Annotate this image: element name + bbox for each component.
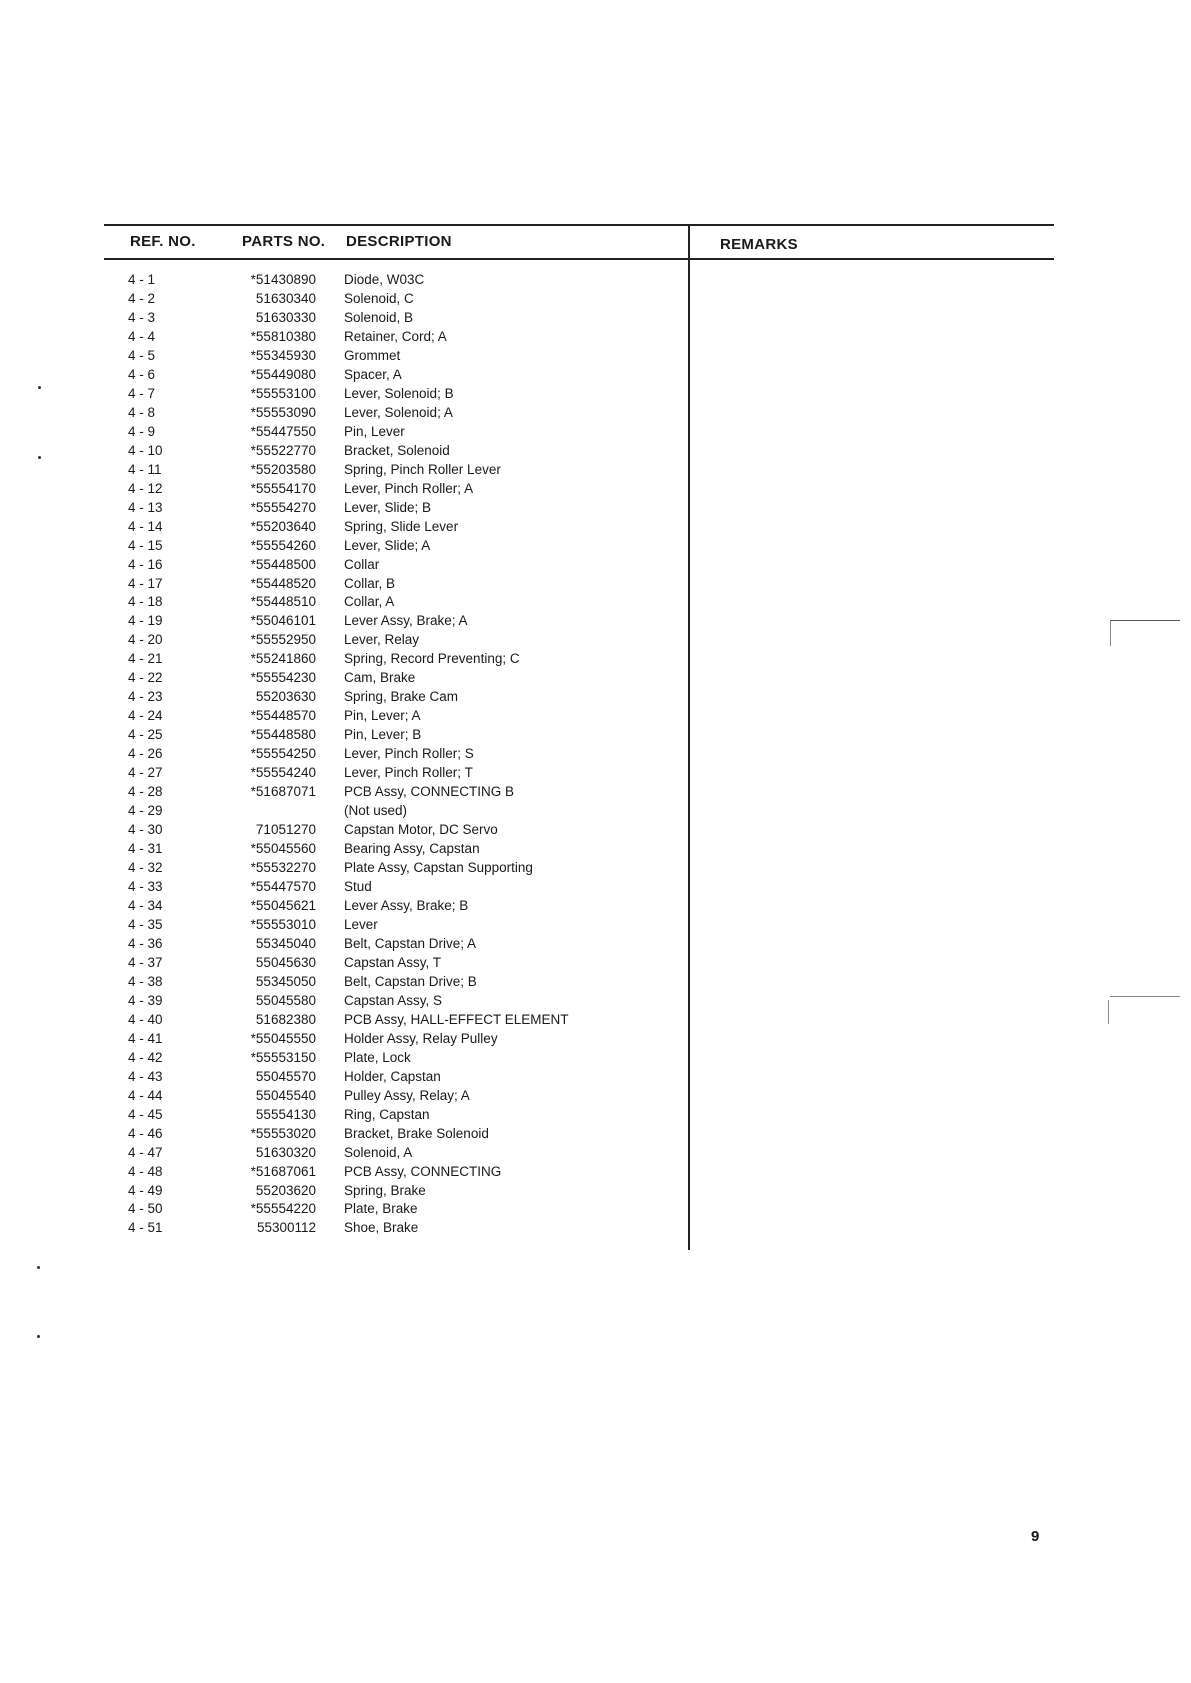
ref-no-cell: 4 - 7 <box>128 385 156 401</box>
description-cell: Holder Assy, Relay Pulley <box>344 1030 498 1046</box>
description-cell: Lever, Solenoid; B <box>344 385 454 401</box>
description-cell: Lever, Pinch Roller; A <box>344 480 474 496</box>
parts-no-cell: *55203580 <box>250 461 316 477</box>
parts-no-cell: 55203630 <box>255 689 316 705</box>
ref-no-cell: 4 - 22 <box>128 670 163 686</box>
ref-no-cell: 4 - 36 <box>128 935 163 951</box>
ref-no-cell: 4 - 8 <box>128 404 156 420</box>
parts-no-cell: *55448520 <box>250 575 316 591</box>
parts-no-cell: *55046101 <box>250 613 316 629</box>
header-remarks: REMARKS <box>720 236 798 253</box>
parts-no-cell: 55045570 <box>255 1068 316 1084</box>
parts-no-cell: *51430890 <box>250 272 316 287</box>
table-row <box>104 992 684 1011</box>
description-cell: Bracket, Brake Solenoid <box>344 1125 489 1141</box>
parts-no-cell: *55810380 <box>250 328 316 344</box>
table-row <box>104 1011 684 1030</box>
table-row <box>104 745 684 764</box>
table-body <box>104 271 684 1238</box>
description-cell: Lever, Pinch Roller; T <box>344 765 473 781</box>
table-row <box>104 612 684 631</box>
parts-no-cell: *55045550 <box>250 1030 316 1046</box>
ref-no-cell: 4 - 23 <box>128 689 163 705</box>
table-row <box>104 404 684 423</box>
table-row <box>104 385 684 404</box>
parts-no-cell: *55553150 <box>250 1049 316 1065</box>
parts-no-cell: *55554250 <box>250 746 316 762</box>
ref-no-cell: 4 - 18 <box>128 594 163 610</box>
description-cell: PCB Assy, CONNECTING <box>344 1163 502 1179</box>
description-cell: Bracket, Solenoid <box>344 442 450 458</box>
parts-no-cell: *55554170 <box>250 480 316 496</box>
table-row <box>104 309 684 328</box>
table-row <box>104 1030 684 1049</box>
parts-no-cell: 55045580 <box>255 992 316 1008</box>
ref-no-cell: 4 - 49 <box>128 1182 163 1198</box>
parts-no-cell: *55449080 <box>250 366 316 382</box>
scan-mark <box>1110 620 1180 621</box>
scan-mark <box>1108 1000 1109 1024</box>
parts-no-cell: *55553090 <box>250 404 316 420</box>
ref-no-cell: 4 - 41 <box>128 1030 163 1046</box>
parts-no-cell: *51687061 <box>250 1163 316 1179</box>
parts-no-cell: 55203620 <box>255 1182 316 1198</box>
ref-no-cell: 4 - 3 <box>128 309 156 325</box>
table-row <box>104 1144 684 1163</box>
parts-no-cell: 51682380 <box>255 1011 316 1027</box>
description-cell: Cam, Brake <box>344 670 416 686</box>
table-row <box>104 593 684 612</box>
scan-dot <box>37 1335 40 1338</box>
parts-no-cell: 55045630 <box>255 954 316 970</box>
description-cell: Spring, Pinch Roller Lever <box>344 461 501 477</box>
parts-no-cell: *55553020 <box>250 1125 316 1141</box>
parts-no-cell: *55554260 <box>250 537 316 553</box>
parts-no-cell: *55241860 <box>250 651 316 667</box>
description-cell: Lever, Slide; B <box>344 499 432 515</box>
description-cell: Solenoid, C <box>344 290 414 306</box>
ref-no-cell: 4 - 1 <box>128 272 156 287</box>
ref-no-cell: 4 - 28 <box>128 784 163 800</box>
ref-no-cell: 4 - 16 <box>128 556 163 572</box>
description-cell: Spring, Slide Lever <box>344 518 459 534</box>
parts-no-cell: *55553100 <box>250 385 316 401</box>
ref-no-cell: 4 - 43 <box>128 1068 163 1084</box>
ref-no-cell: 4 - 15 <box>128 537 163 553</box>
description-cell: Holder, Capstan <box>344 1068 441 1084</box>
ref-no-cell: 4 - 38 <box>128 973 163 989</box>
ref-no-cell: 4 - 4 <box>128 328 156 344</box>
scan-dot <box>38 456 41 459</box>
table-row <box>104 347 684 366</box>
table-row <box>104 859 684 878</box>
parts-no-cell: *55532270 <box>250 860 316 876</box>
parts-no-cell: *55203640 <box>250 518 316 534</box>
description-cell: Diode, W03C <box>344 272 425 287</box>
description-cell: Pulley Assy, Relay; A <box>344 1087 470 1103</box>
table-row <box>104 271 684 290</box>
table-row <box>104 973 684 992</box>
table-row <box>104 423 684 442</box>
parts-no-cell: 55045540 <box>255 1087 316 1103</box>
parts-no-cell: *55447570 <box>250 879 316 894</box>
table-row <box>104 878 684 897</box>
ref-no-cell: 4 - 31 <box>128 841 163 857</box>
ref-no-cell: 4 - 24 <box>128 708 163 724</box>
table-row <box>104 669 684 688</box>
ref-no-cell: 4 - 11 <box>128 461 162 477</box>
ref-no-cell: 4 - 20 <box>128 632 163 648</box>
table-row <box>104 328 684 347</box>
description-cell: Lever, Pinch Roller; S <box>344 746 474 762</box>
description-cell: Lever, Relay <box>344 632 420 648</box>
table-row <box>104 1087 684 1106</box>
ref-no-cell: 4 - 29 <box>128 803 163 819</box>
description-cell: PCB Assy, CONNECTING B <box>344 784 515 800</box>
page-number: 9 <box>1031 1528 1040 1545</box>
remarks-column-divider <box>688 224 690 1250</box>
ref-no-cell: 4 - 12 <box>128 480 163 496</box>
description-cell: Plate Assy, Capstan Supporting <box>344 860 533 876</box>
parts-no-cell: *55345930 <box>250 347 316 363</box>
ref-no-cell: 4 - 48 <box>128 1163 163 1179</box>
description-cell: Capstan Motor, DC Servo <box>344 822 498 838</box>
parts-no-cell: 55300112 <box>256 1220 316 1236</box>
table-row <box>104 764 684 783</box>
ref-no-cell: 4 - 25 <box>128 727 163 743</box>
table-row <box>104 840 684 859</box>
ref-no-cell: 4 - 9 <box>128 423 156 439</box>
description-cell: PCB Assy, HALL-EFFECT ELEMENT <box>344 1011 569 1027</box>
header-bottom-rule <box>104 258 1054 260</box>
table-row <box>104 556 684 575</box>
parts-no-cell: 55345050 <box>255 973 316 989</box>
ref-no-cell: 4 - 6 <box>128 366 156 382</box>
scan-dot <box>38 386 41 389</box>
ref-no-cell: 4 - 13 <box>128 499 163 515</box>
table-row <box>104 537 684 556</box>
scan-dot <box>37 1266 40 1269</box>
table-row <box>104 575 684 594</box>
ref-no-cell: 4 - 37 <box>128 954 163 970</box>
ref-no-cell: 4 - 30 <box>128 822 163 838</box>
table-row <box>104 954 684 973</box>
parts-no-cell: *55045621 <box>250 897 316 913</box>
scan-mark <box>1110 996 1180 997</box>
table-row <box>104 366 684 385</box>
description-cell: Lever Assy, Brake; A <box>344 613 468 629</box>
table-row <box>104 1068 684 1087</box>
ref-no-cell: 4 - 10 <box>128 442 163 458</box>
description-cell: Spring, Brake <box>344 1182 426 1198</box>
table-row <box>104 783 684 802</box>
table-row <box>104 650 684 669</box>
description-cell: Pin, Lever; B <box>344 727 422 743</box>
parts-no-cell: *55554270 <box>250 499 316 515</box>
table-row <box>104 290 684 309</box>
description-cell: Spacer, A <box>344 366 402 382</box>
description-cell: Pin, Lever <box>344 423 405 439</box>
table-row <box>104 935 684 954</box>
table-row <box>104 1163 684 1182</box>
parts-no-cell: *55554240 <box>250 765 316 781</box>
ref-no-cell: 4 - 2 <box>128 290 156 306</box>
table-row <box>104 442 684 461</box>
description-cell: Capstan Assy, T <box>344 954 442 970</box>
ref-no-cell: 4 - 33 <box>128 879 163 894</box>
table-row <box>104 461 684 480</box>
ref-no-cell: 4 - 27 <box>128 765 163 781</box>
table-row <box>104 480 684 499</box>
table-row <box>104 499 684 518</box>
description-cell: Lever, Solenoid; A <box>344 404 453 420</box>
table-row <box>104 1200 684 1219</box>
ref-no-cell: 4 - 47 <box>128 1144 163 1160</box>
parts-no-cell: *55554230 <box>250 670 316 686</box>
description-cell: Collar <box>344 556 380 572</box>
ref-no-cell: 4 - 34 <box>128 897 163 913</box>
description-cell: Lever <box>344 916 378 932</box>
parts-no-cell: 51630330 <box>255 309 316 325</box>
description-cell: Lever, Slide; A <box>344 537 431 553</box>
ref-no-cell: 4 - 32 <box>128 860 163 876</box>
parts-no-cell: 55554130 <box>255 1106 316 1122</box>
description-cell: Belt, Capstan Drive; B <box>344 973 477 989</box>
header-parts-no: PARTS NO. <box>242 233 326 250</box>
description-cell: Retainer, Cord; A <box>344 328 447 344</box>
ref-no-cell: 4 - 19 <box>128 613 163 629</box>
ref-no-cell: 4 - 17 <box>128 575 163 591</box>
description-cell: Stud <box>344 879 372 894</box>
description-cell: Collar, A <box>344 594 395 610</box>
ref-no-cell: 4 - 26 <box>128 746 163 762</box>
table-row <box>104 821 684 840</box>
table-row <box>104 688 684 707</box>
description-cell: Spring, Record Preventing; C <box>344 651 520 667</box>
table-row <box>104 1049 684 1068</box>
parts-no-cell: *55045560 <box>250 841 316 857</box>
parts-no-cell: *55553010 <box>250 916 316 932</box>
description-cell: Pin, Lever; A <box>344 708 421 724</box>
parts-no-cell: *55448570 <box>250 708 316 724</box>
parts-no-cell: *55447550 <box>250 423 316 439</box>
table-row <box>104 1219 684 1238</box>
table-row <box>104 726 684 745</box>
description-cell: Spring, Brake Cam <box>344 689 459 705</box>
scan-mark <box>1110 620 1111 646</box>
ref-no-cell: 4 - 42 <box>128 1049 163 1065</box>
description-cell: (Not used) <box>344 803 408 819</box>
description-cell: Solenoid, B <box>344 309 414 325</box>
description-cell: Ring, Capstan <box>344 1106 430 1122</box>
description-cell: Shoe, Brake <box>344 1220 419 1236</box>
parts-no-cell: 71051270 <box>255 822 316 838</box>
parts-no-cell: 51630340 <box>255 290 316 306</box>
parts-no-cell: *51687071 <box>250 784 316 800</box>
ref-no-cell: 4 - 21 <box>128 651 163 667</box>
parts-no-cell: *55552950 <box>250 632 316 648</box>
ref-no-cell: 4 - 50 <box>128 1201 163 1217</box>
description-cell: Solenoid, A <box>344 1144 413 1160</box>
description-cell: Belt, Capstan Drive; A <box>344 935 477 951</box>
table-row <box>104 518 684 537</box>
description-cell: Collar, B <box>344 575 396 591</box>
ref-no-cell: 4 - 14 <box>128 518 163 534</box>
parts-no-cell: *55522770 <box>250 442 316 458</box>
ref-no-cell: 4 - 51 <box>128 1220 163 1236</box>
table-row <box>104 916 684 935</box>
table-top-rule <box>104 224 1054 226</box>
table-row <box>104 707 684 726</box>
table-row <box>104 1125 684 1144</box>
description-cell: Capstan Assy, S <box>344 992 443 1008</box>
ref-no-cell: 4 - 40 <box>128 1011 163 1027</box>
table-row <box>104 897 684 916</box>
ref-no-cell: 4 - 45 <box>128 1106 163 1122</box>
table-row <box>104 1182 684 1201</box>
table-row <box>104 1106 684 1125</box>
description-cell: Plate, Lock <box>344 1049 411 1065</box>
parts-no-cell: *55448580 <box>250 727 316 743</box>
ref-no-cell: 4 - 39 <box>128 992 163 1008</box>
parts-no-cell: *55448510 <box>250 594 316 610</box>
ref-no-cell: 4 - 35 <box>128 916 163 932</box>
description-cell: Plate, Brake <box>344 1201 418 1217</box>
ref-no-cell: 4 - 5 <box>128 347 156 363</box>
header-ref-no: REF. NO. <box>130 233 196 250</box>
description-cell: Grommet <box>344 347 401 363</box>
header-description: DESCRIPTION <box>346 233 452 250</box>
parts-no-cell: 55345040 <box>255 935 316 951</box>
parts-no-cell: *55554220 <box>250 1201 316 1217</box>
table-row <box>104 631 684 650</box>
description-cell: Lever Assy, Brake; B <box>344 897 469 913</box>
ref-no-cell: 4 - 44 <box>128 1087 163 1103</box>
parts-no-cell: 51630320 <box>255 1144 316 1160</box>
parts-no-cell: *55448500 <box>250 556 316 572</box>
description-cell: Bearing Assy, Capstan <box>344 841 480 857</box>
table-row <box>104 802 684 821</box>
ref-no-cell: 4 - 46 <box>128 1125 163 1141</box>
